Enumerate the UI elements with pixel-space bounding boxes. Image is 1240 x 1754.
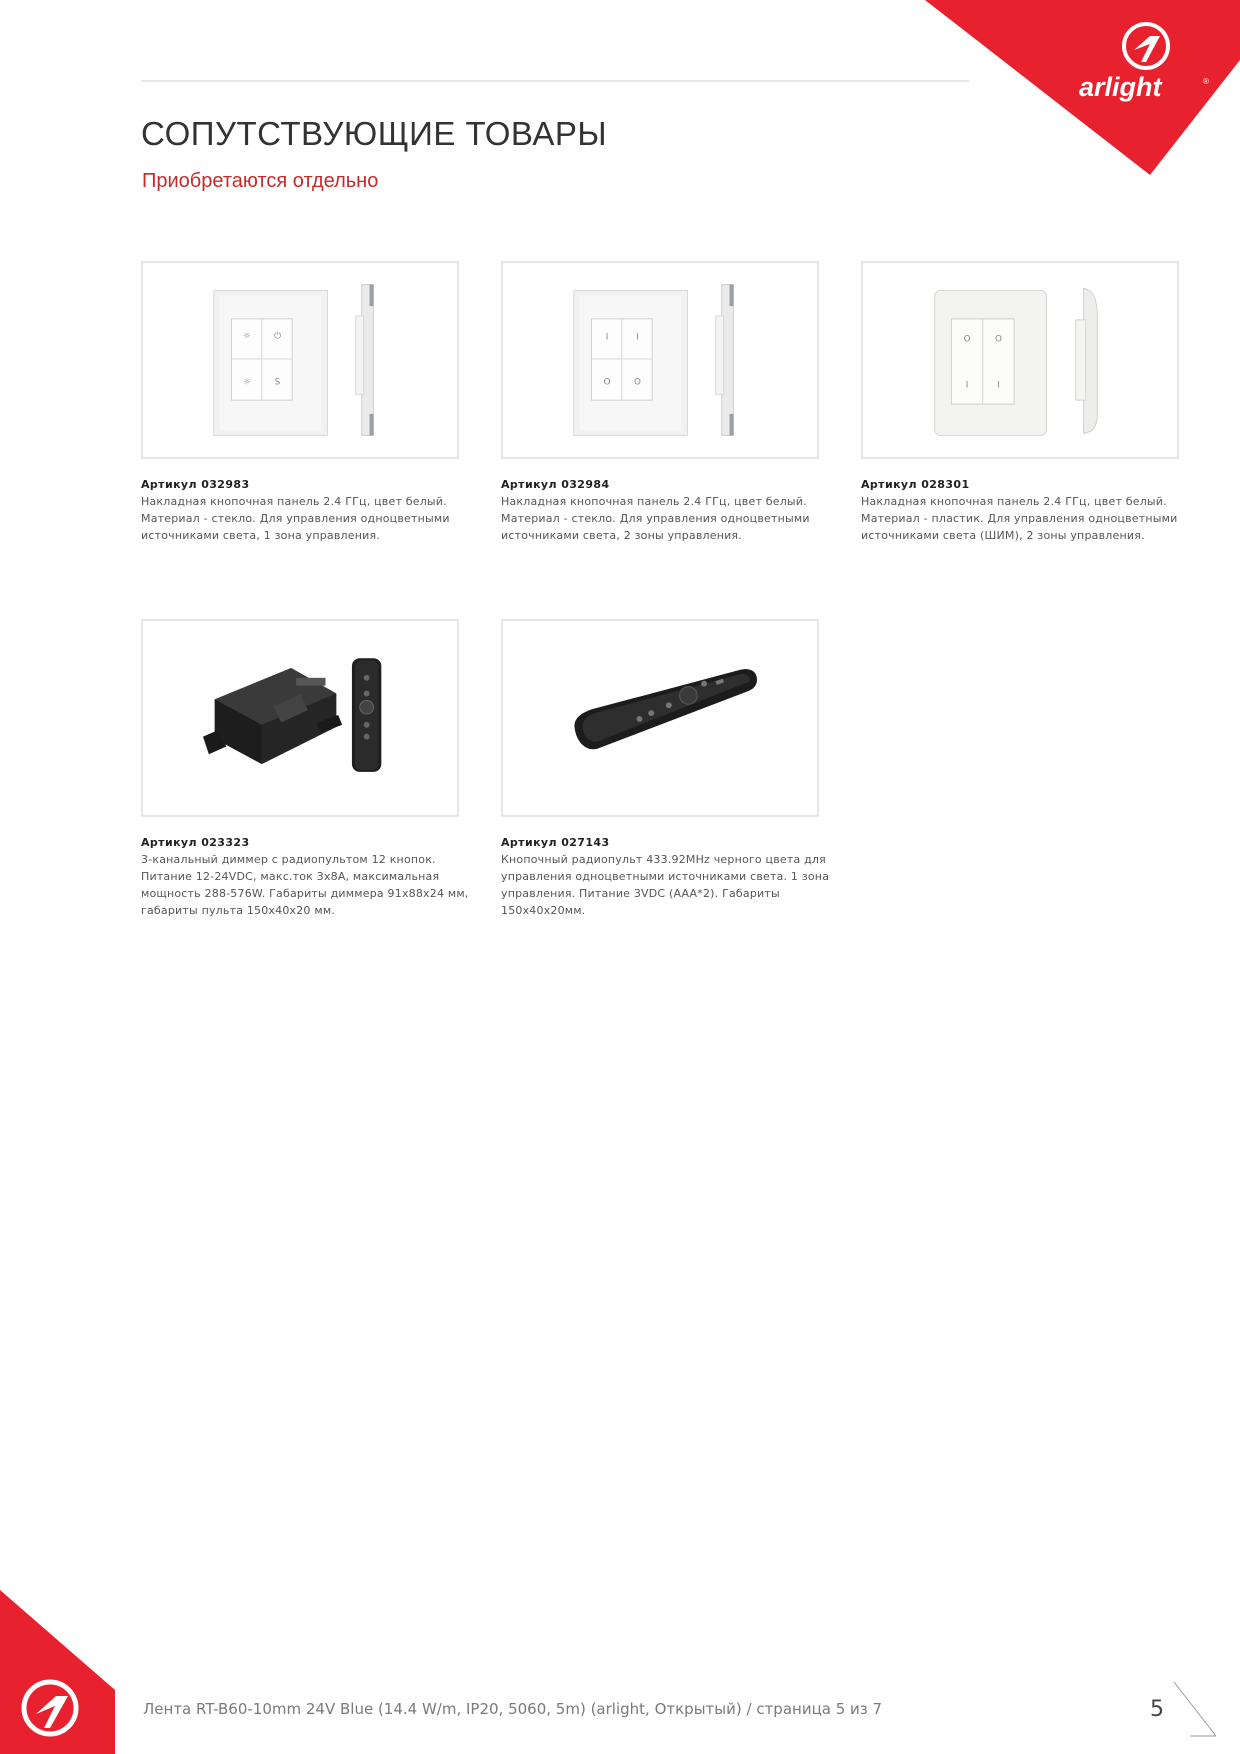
svg-text:O: O [963,334,971,345]
svg-text:®: ® [1203,77,1209,86]
svg-text:☼: ☼ [243,377,252,388]
product-sku: Артикул 032984 [501,478,610,491]
product-image-032984 [501,261,819,459]
svg-text:O: O [994,334,1002,345]
product-image-023323 [141,619,459,817]
svg-text:I: I [636,332,639,343]
product-description: 3-канальный диммер с радиопультом 12 кнопок. Питание 12-24VDC, макс.ток 3x8A, максимальная мощность 288-576W. Габариты диммера 91x88x24 мм, габариты пульта 150x40x20 мм. [141,853,469,917]
product-description: Кнопочный радиопульт 433.92MHz черного цвета для управления одноцветными источниками света. 1 зона управления. Питание 3VDC (AAA*2). Габариты 150x40x20мм. [501,853,830,917]
product-sku: Артикул 023323 [141,836,250,849]
svg-text:I: I [605,332,609,343]
product-description: Накладная кнопочная панель 2.4 ГГц, цвет белый. Материал - пластик. Для управления одноцветными источниками света (ШИМ), 2 зоны управления. [861,495,1178,542]
svg-text:S: S [274,377,281,388]
product-caption-032983 [141,476,471,544]
product-sku: Артикул 032983 [141,478,250,491]
product-caption-032984 [501,476,831,544]
product-sku: Артикул 028301 [861,478,970,491]
page-number: 5 [1150,1697,1164,1722]
product-description: Накладная кнопочная панель 2.4 ГГц, цвет белый. Материал - стекло. Для управления одноцветными источниками света, 2 зоны управления. [501,495,810,542]
product-caption-028301 [861,476,1191,544]
header-divider [141,80,969,82]
page-subtitle: Приобретаются отдельно [142,170,379,192]
product-sku: Артикул 027143 [501,836,610,849]
product-caption-023323 [141,834,471,919]
product-image-028301 [861,261,1179,459]
footer-document-info: Лента RT-B60-10mm 24V Blue (14.4 W/m, IP20, 5060, 5m) (arlight, Открытый) / страница 5 из 7 [143,1700,883,1718]
page-corner-decoration [1170,1680,1220,1740]
svg-text:I: I [997,380,1000,391]
svg-text:I: I [965,380,969,391]
product-caption-027143 [501,834,831,919]
svg-text:O: O [633,377,641,388]
svg-text:☼: ☼ [243,331,252,342]
svg-text:O: O [603,377,611,388]
svg-text:arlight: arlight [1079,72,1162,102]
page-title: СОПУТСТВУЮЩИЕ ТОВАРЫ [141,115,608,152]
product-image-032983 [141,261,459,459]
product-description: Накладная кнопочная панель 2.4 ГГц, цвет белый. Материал - стекло. Для управления одноцветными источниками света, 1 зона управления. [141,495,450,542]
svg-text:⏻: ⏻ [273,331,281,342]
brand-corner-bottom [0,1590,130,1754]
product-image-027143 [501,619,819,817]
